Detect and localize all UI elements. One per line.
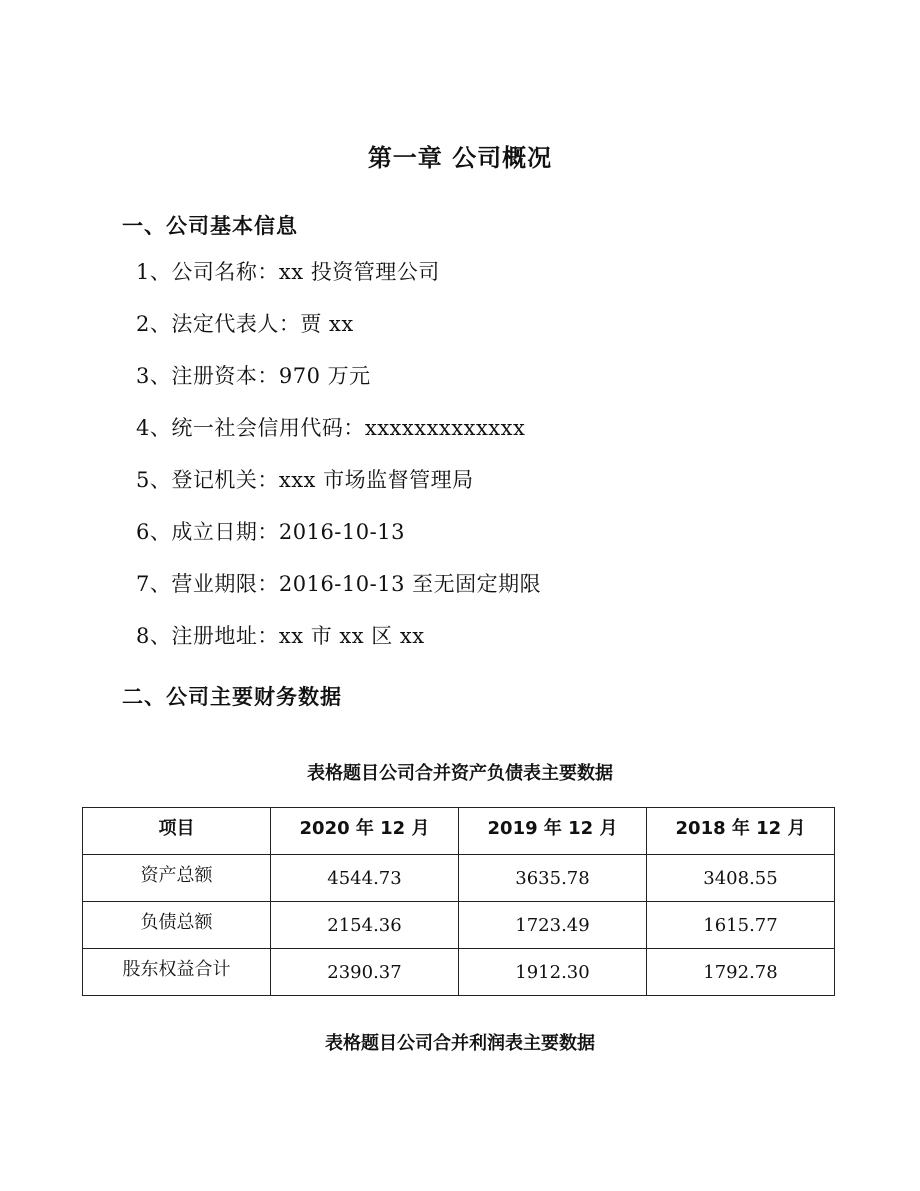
- info-business-term: 7、营业期限：2016-10-13 至无固定期限: [136, 572, 542, 596]
- row-label: 资产总额: [83, 855, 271, 902]
- table-cell: 3635.78: [459, 855, 647, 902]
- section-heading-basic-info: 一、公司基本信息: [122, 214, 298, 238]
- column-header: 项目: [83, 808, 271, 855]
- balance-table-caption: 表格题目公司合并资产负债表主要数据: [307, 763, 613, 784]
- table-cell: 2154.36: [271, 902, 459, 949]
- chapter-title: 第一章 公司概况: [367, 144, 553, 172]
- info-registration-authority: 5、登记机关：xxx 市场监督管理局: [136, 468, 474, 492]
- section-heading-financial-data: 二、公司主要财务数据: [122, 685, 342, 709]
- info-establishment-date: 6、成立日期：2016-10-13: [136, 520, 405, 544]
- info-registered-address: 8、注册地址：xx 市 xx 区 xx: [136, 624, 425, 648]
- column-header: 2020 年 12 月: [271, 808, 459, 855]
- info-registered-capital: 3、注册资本：970 万元: [136, 364, 371, 388]
- table-cell: 1792.78: [647, 949, 835, 996]
- income-table-caption: 表格题目公司合并利润表主要数据: [325, 1033, 595, 1054]
- table-cell: 1615.77: [647, 902, 835, 949]
- column-header: 2019 年 12 月: [459, 808, 647, 855]
- info-legal-representative: 2、法定代表人：贾 xx: [136, 312, 354, 336]
- info-company-name: 1、公司名称：xx 投资管理公司: [136, 260, 440, 284]
- info-credit-code: 4、统一社会信用代码：xxxxxxxxxxxxx: [136, 416, 526, 440]
- table-cell: 1723.49: [459, 902, 647, 949]
- table-row: [83, 855, 835, 902]
- table-cell: 1912.30: [459, 949, 647, 996]
- balance-sheet-table: [82, 807, 835, 996]
- table-cell: 4544.73: [271, 855, 459, 902]
- table-header-row: [83, 808, 835, 855]
- table-cell: 3408.55: [647, 855, 835, 902]
- row-label: 负债总额: [83, 902, 271, 949]
- table-cell: 2390.37: [271, 949, 459, 996]
- row-label: 股东权益合计: [83, 949, 271, 996]
- column-header: 2018 年 12 月: [647, 808, 835, 855]
- table-row: [83, 949, 835, 996]
- table-row: [83, 902, 835, 949]
